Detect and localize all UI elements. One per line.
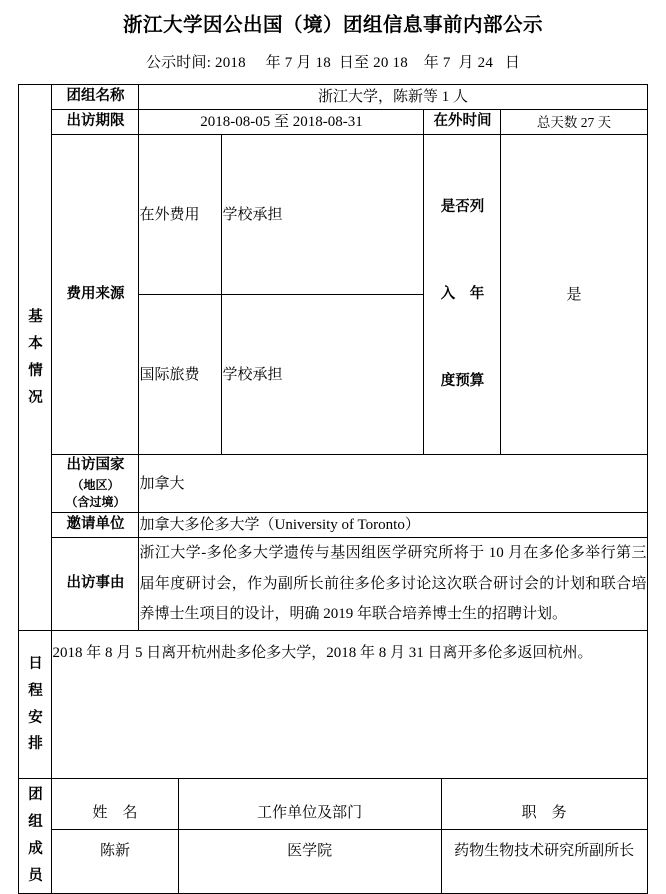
schedule-text: 2018 年 8 月 5 日离开杭州赴多伦多大学，2018 年 8 月 31 日离开多伦多返回杭州。	[52, 631, 647, 779]
field-label-group-name: 团组名称	[52, 85, 139, 110]
schedule-char-4: 排	[28, 736, 43, 753]
members-column-unit: 工作单位及部门	[178, 779, 441, 830]
schedule-char-3: 安	[28, 709, 43, 726]
members-row	[52, 830, 646, 894]
section-label-schedule	[19, 631, 52, 779]
field-value-visit-period: 2018-08-05 至 2018-08-31	[139, 110, 424, 135]
field-label-funding-source: 费用来源	[52, 135, 139, 455]
destination-label-main: 出访国家	[66, 457, 125, 474]
table-row-destination-country	[19, 455, 647, 513]
members-header-row	[52, 779, 646, 830]
members-char-3: 成	[28, 841, 43, 858]
funding-type-international-travel: 国际旅费	[139, 295, 222, 455]
members-char-2: 组	[28, 814, 43, 831]
basic-info-char-3: 情	[28, 362, 43, 379]
members-column-name: 姓 名	[52, 779, 178, 830]
field-label-in-annual-budget	[424, 135, 501, 455]
destination-label-sub-transit: （含过境）	[65, 495, 126, 510]
member-name: 陈新	[100, 843, 131, 860]
basic-info-char-2: 本	[28, 335, 43, 352]
schedule-char-1: 日	[28, 655, 43, 672]
notice-main-table	[18, 84, 647, 894]
table-row-visit-reason	[19, 537, 647, 630]
field-label-visit-period: 出访期限	[52, 110, 139, 135]
members-column-title: 职 务	[441, 779, 646, 830]
table-row-visit-period	[19, 110, 647, 135]
member-unit: 医学院	[178, 830, 441, 894]
members-char-1: 团	[28, 787, 43, 804]
funding-source-abroad-cost: 学校承担	[222, 135, 424, 295]
field-value-visit-reason: 浙江大学-多伦多大学遗传与基因组医学研究所将于 10 月在多伦多举行第三届年度研讨会，作为副所长前往多伦多讨论这次联合研讨会的计划和联合培养博士生项目的设计，明确 2019 年联合培养博士生的招聘计划。	[139, 537, 647, 630]
table-row-members	[19, 779, 647, 894]
budget-label-line-1: 是否列	[440, 199, 485, 216]
field-label-visit-reason: 出访事由	[52, 537, 139, 630]
section-label-basic-info	[19, 85, 52, 631]
budget-label-line-3: 度预算	[440, 373, 485, 390]
field-value-abroad-time: 总天数 27 天	[501, 110, 647, 135]
table-row-schedule	[19, 631, 647, 779]
table-row-group-name	[19, 85, 647, 110]
field-label-inviting-unit: 邀请单位	[52, 512, 139, 537]
field-label-destination-country	[52, 455, 139, 513]
table-row-inviting-unit	[19, 512, 647, 537]
table-row-funding-abroad-cost	[19, 135, 647, 295]
section-label-members	[19, 779, 52, 894]
members-table	[52, 779, 646, 893]
notice-period-line: 公示时间: 2018 年 7 月 18 日至 20 18 年 7 月 24 日	[145, 55, 521, 72]
schedule-char-2: 程	[28, 682, 43, 699]
basic-info-char-1: 基	[28, 309, 43, 326]
field-value-inviting-unit: 加拿大多伦多大学（University of Toronto）	[139, 512, 647, 537]
budget-label-line-2: 入 年	[440, 286, 485, 303]
field-label-abroad-time: 在外时间	[424, 110, 501, 135]
page-title: 浙江大学因公出国（境）团组信息事前内部公示	[122, 13, 543, 36]
public-notice-document	[0, 11, 666, 884]
basic-info-char-4: 况	[28, 389, 43, 406]
funding-source-international-travel: 学校承担	[222, 295, 424, 455]
destination-label-sub-region: （地区）	[71, 478, 120, 493]
member-title: 药物生物技术研究所副所长	[441, 830, 646, 894]
funding-type-abroad-cost: 在外费用	[139, 135, 222, 295]
field-value-group-name: 浙江大学，陈新等 1 人	[139, 85, 647, 110]
members-table-cell	[52, 779, 647, 894]
members-char-4: 员	[28, 867, 43, 884]
field-value-in-annual-budget: 是	[501, 135, 647, 455]
field-value-destination-country: 加拿大	[139, 455, 647, 513]
